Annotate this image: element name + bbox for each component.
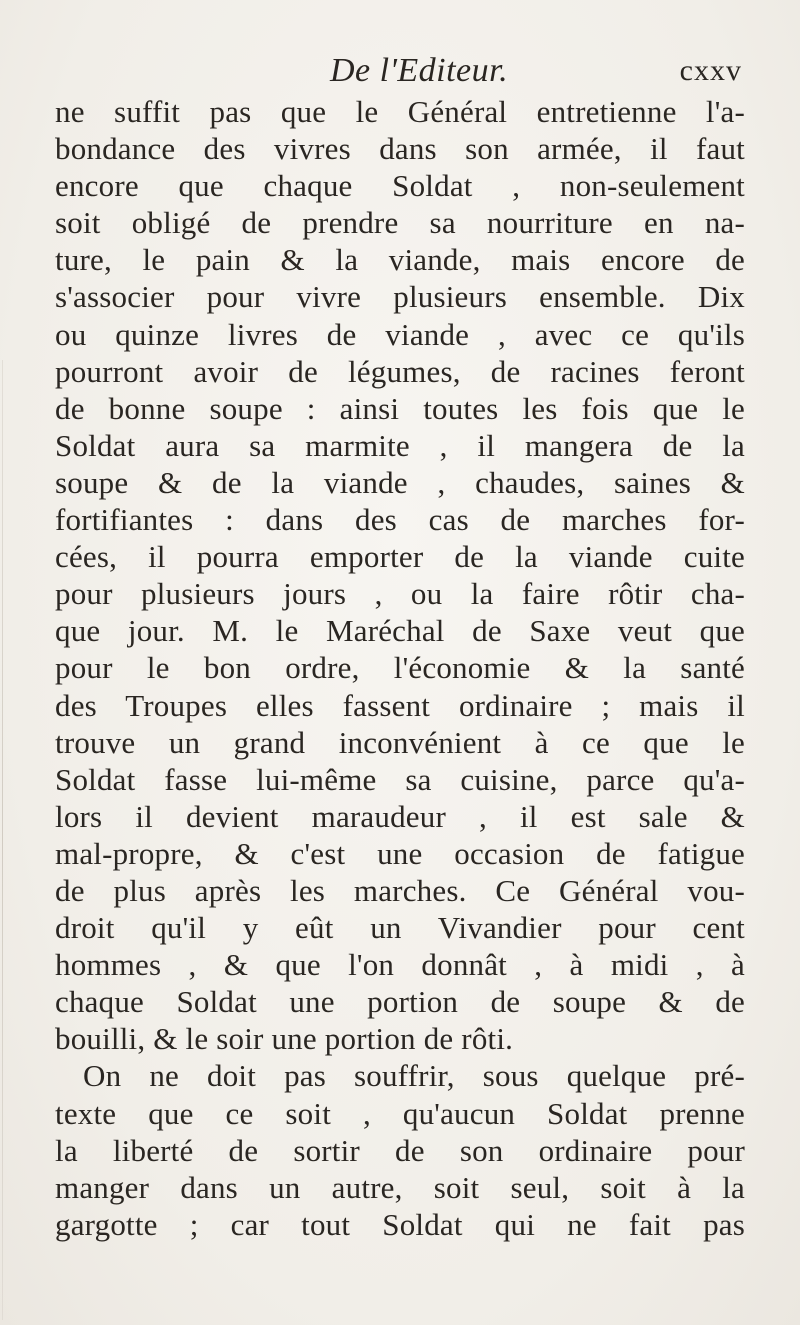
text-line: encore que chaque Soldat , non-seulement <box>55 168 745 204</box>
paragraph-first-line: On ne doit pas souffrir, sous quelque pré- <box>83 1058 745 1094</box>
text-line: droit qu'il y eût un Vivandier pour cent <box>55 910 745 946</box>
text-line: Soldat aura sa marmite , il mangera de la <box>55 427 745 463</box>
text-line: de plus après les marches. Ce Général vou- <box>55 872 745 908</box>
page-number: cxxv <box>679 54 742 87</box>
text-line: fortifiantes : dans des cas de marches for- <box>55 502 745 538</box>
text-line: lors il devient maraudeur , il est sale & <box>55 798 745 834</box>
text-line: ture, le pain & la viande, mais encore de <box>55 242 745 278</box>
text-line: des Troupes elles fassent ordinaire ; mais il <box>55 687 745 723</box>
text-line: ou quinze livres de viande , avec ce qu'ils <box>55 316 745 352</box>
text-line: soupe & de la viande , chaudes, saines & <box>55 464 745 500</box>
text-line: pour le bon ordre, l'économie & la santé <box>55 650 745 686</box>
running-head: De l'Editeur. <box>330 52 509 89</box>
text-line: hommes , & que l'on donnât , à midi , à <box>55 947 745 983</box>
text-line: bondance des vivres dans son armée, il faut <box>55 131 745 167</box>
text-line: ne suffit pas que le Général entretienne l'a- <box>55 94 745 129</box>
body-text <box>55 93 745 1243</box>
text-line: gargotte ; car tout Soldat qui ne fait pas <box>55 1206 745 1242</box>
text-line: soit obligé de prendre sa nourriture en na- <box>55 205 745 241</box>
text-line: texte que ce soit , qu'aucun Soldat prenne <box>55 1095 745 1131</box>
text-line: mal-propre, & c'est une occasion de fatigue <box>55 835 745 871</box>
text-line: trouve un grand inconvénient à ce que le <box>55 724 745 760</box>
page-gutter-shadow <box>2 360 3 1320</box>
text-line: cées, il pourra emporter de la viande cuite <box>55 539 745 575</box>
text-line: pour plusieurs jours , ou la faire rôtir cha- <box>55 576 745 612</box>
text-line: s'associer pour vivre plusieurs ensemble. Dix <box>55 279 745 315</box>
text-line: la liberté de sortir de son ordinaire pour <box>55 1132 745 1168</box>
text-line: manger dans un autre, soit seul, soit à la <box>55 1169 745 1205</box>
text-line: pourront avoir de légumes, de racines feront <box>55 353 745 389</box>
text-line: que jour. M. le Maréchal de Saxe veut que <box>55 613 745 649</box>
text-line: Soldat fasse lui-même sa cuisine, parce qu'a- <box>55 761 745 797</box>
text-line: de bonne soupe : ainsi toutes les fois que le <box>55 390 745 426</box>
text-line: chaque Soldat une portion de soupe & de <box>55 984 745 1020</box>
text-line: bouilli, & le soir une portion de rôti. <box>55 1021 514 1057</box>
page-header <box>330 52 742 96</box>
